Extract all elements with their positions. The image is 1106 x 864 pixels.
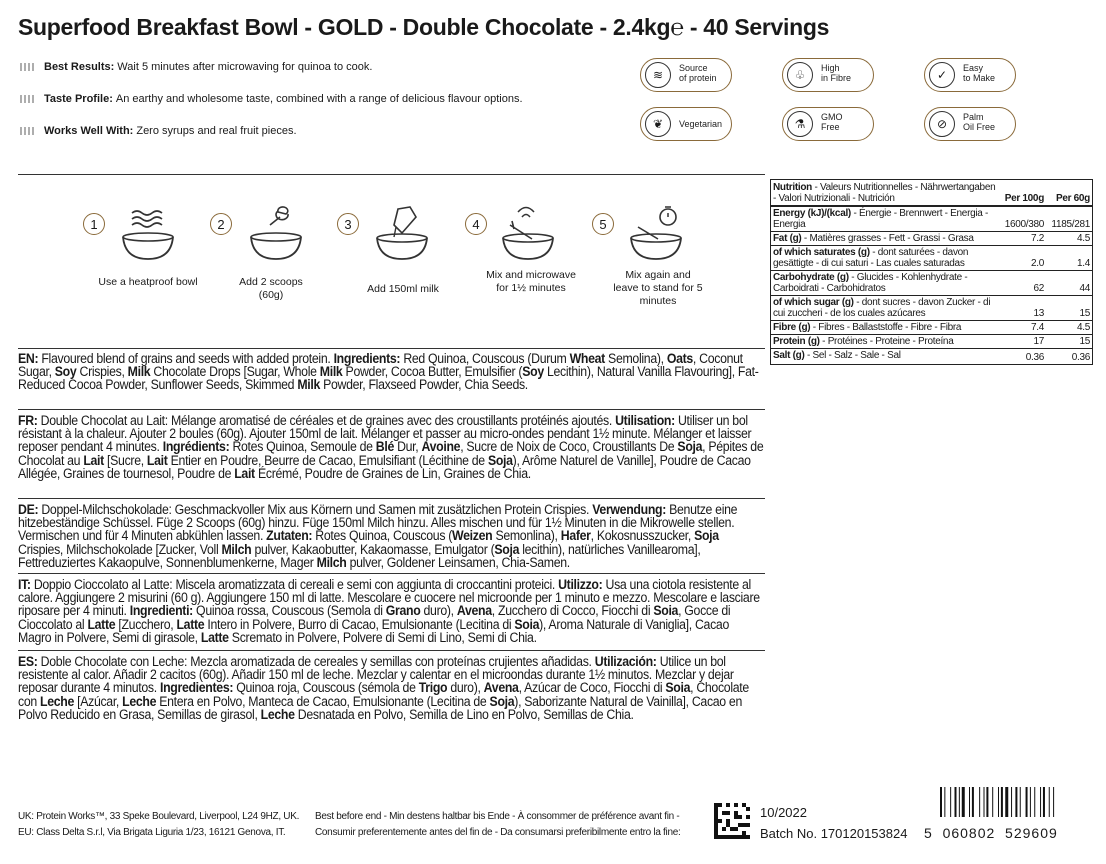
ingredients-fr: FR: Double Chocolat au Lait: Mélange aromatisé de céréales et de graines avec des croustillants protéinés ajoutés. Utilisation: Utiliser un bol résistant à la chaleur. Ajouter 2 boules (60g). Ajouter 150ml de lait. Mélanger et passer au micro-ondes pendant 1½ minute. Mélanger et laisser reposer pendant 4 minutes. Ingrédients: Rotes Quinoa, Semoule de Blé Dur, Avoine, Sucre de Noix de Coco, Croustillants De Soja, Pépites de Chocolat au Lait [Sucre, Lait Entier en Poudre, Beurre de Cacao, Emulsifiant (Lécithine de Soja), Arôme Naturel de Vanille], Poudre de Cacao Allégée, Graines de tournesol, Poudre de Lait Écrémé, Poudre de Graines de Lin, Graines de Chia. bbox=[18, 413, 764, 481]
heatproof-bowl-icon bbox=[118, 205, 178, 260]
section-divider bbox=[18, 348, 765, 349]
diamond-pattern-icon bbox=[20, 95, 36, 103]
nutrition-header-row: Nutrition - Valeurs Nutritionnelles - Nährwertangaben - Valori Nutrizionali - Nutrición Per 100g Per 60g bbox=[773, 182, 1090, 204]
leaf-icon: ❦ bbox=[645, 111, 671, 137]
diamond-pattern-icon bbox=[20, 127, 36, 135]
nutrition-row-saturates: of which saturates (g) - dont saturées - davon gesättigte - di cui saturi - Las cuales saturadas 2.0 1.4 bbox=[773, 247, 1090, 269]
barcode-number: 5 060802 529609 bbox=[924, 825, 1058, 841]
bullet-best-results: Best Results: Wait 5 minutes after microwaving for quinoa to cook. bbox=[20, 61, 372, 73]
section-divider bbox=[18, 573, 765, 574]
address-uk: UK: Protein Works™, 33 Speke Boulevard, Liverpool, L24 9HZ, UK. bbox=[18, 811, 300, 822]
step-caption: Mix and microwave for 1½ minutes bbox=[486, 269, 576, 294]
step-caption: Mix again and leave to stand for 5 minutes bbox=[613, 269, 703, 307]
page-title: Superfood Breakfast Bowl - GOLD - Double Chocolate - 2.4kg℮ - 40 Servings bbox=[18, 14, 830, 40]
best-before-date: 10/2022 bbox=[760, 805, 807, 820]
step-number: 4 bbox=[465, 213, 487, 235]
ingredients-es: ES: Doble Chocolate con Leche: Mezcla aromatizada de cereales y semillas con proteínas crujientes añadidas. Utilización: Utilice un bol resistente al calor. Añadir 2 cacitos (60g). Añadir 150 ml de leche. Mezclar y calentar en el microondas durante 1½ minutos. Mezclar y dejar reposar durante 4 minutos. Ingredientes: Quinoa roja, Couscous (sémola de Trigo duro), Avena, Azúcar de Coco, Fiocchi di Soia, Chocolate con Leche [Azúcar, Leche Entera en Polvo, Manteca de Cacao, Emulsionante (Lecitina de Soja), Saborizante Natural de Vainilla], Cacao en Polvo Reducido en Grasa, Semillas de girasol, Leche Desnatada en Polvo, Semilla de Lino en Polvo, Semillas de Chia. bbox=[18, 654, 749, 722]
step-caption: Add 2 scoops (60g) bbox=[239, 276, 303, 301]
flask-icon: ⚗ bbox=[787, 111, 813, 137]
badge-gmo-free: ⚗ GMO Free bbox=[782, 107, 874, 141]
badge-palm-oil-free: ⊘ Palm Oil Free bbox=[924, 107, 1016, 141]
section-divider bbox=[18, 174, 765, 175]
badge-high-in-fibre: ♧ High in Fibre bbox=[782, 58, 874, 92]
palm-leaf-icon: ⊘ bbox=[929, 111, 955, 137]
ingredients-de: DE: Doppel-Milchschokolade: Geschmackvoller Mix aus Körnern und Samen mit zusätzlichen Protein Crispies. Verwendung: Benutze eine hitzebeständige Schüssel. Füge 2 Scoops (60g) hinzu. Füge 150ml Milch hinzu. Alles mischen und für 1½ Minuten in die Mikrowelle stellen. Vermischen und für 4 Minuten abkühlen lassen. Zutaten: Rotes Quinoa, Couscous (Weizen Semonlina), Hafer, Kokosnusszucker, Soja Crispies, Milchschokolade [Zucker, Voll Milch pulver, Kakaobutter, Kakaomasse, Emulgator (Soja lecithin), natürliches Vanillearoma], Fettreduziertes Kakaopulve, Sonnenblumenkerne, Mager Milch pulver, Goldener Leinsamen, Chia-Samen. bbox=[18, 502, 738, 570]
nutrition-row-fibre: Fibre (g) - Fibres - Ballaststoffe - Fibre - Fibra 7.4 4.5 bbox=[773, 322, 1090, 333]
section-divider bbox=[18, 650, 765, 651]
wheat-icon: ♧ bbox=[787, 62, 813, 88]
nutrition-row-protein: Protein (g) - Protéines - Proteine - Proteína 17 15 bbox=[773, 336, 1090, 347]
address-eu: EU: Class Delta S.r.l, Via Brigata Liguria 1/23, 16121 Genova, IT. bbox=[18, 827, 286, 838]
scoop-bowl-icon bbox=[248, 205, 308, 260]
badge-vegetarian: ❦ Vegetarian bbox=[640, 107, 732, 141]
stopwatch-bowl-icon bbox=[628, 205, 688, 260]
bullet-works-well: Works Well With: Zero syrups and real fruit pieces. bbox=[20, 125, 297, 137]
nutrition-row-fat: Fat (g) - Matières grasses - Fett - Grassi - Grasa 7.2 4.5 bbox=[773, 233, 1090, 244]
section-divider bbox=[18, 409, 765, 410]
step-number: 3 bbox=[337, 213, 359, 235]
milk-carton-bowl-icon bbox=[374, 205, 434, 260]
batch-number: Batch No. 170120153824 bbox=[760, 826, 908, 841]
step-number: 1 bbox=[83, 213, 105, 235]
nutrition-row-energy: Energy (kJ)/(kcal) - Énergie - Brennwert - Energia - Energia 1600/380 1185/281 bbox=[773, 208, 1090, 230]
ingredients-en: EN: Flavoured blend of grains and seeds with added protein. Ingredients: Red Quinoa, Couscous (Durum Wheat Semolina), Oats, Coconut Sugar, Soy Crispies, Milk Chocolate Drops [Sugar, Whole Milk Powder, Cocoa Butter, Emulsifier (Soy Lecithin), Natural Vanilla Flavouring], Fat-Reduced Cocoa Powder, Sunflower Seeds, Skimmed Milk Powder, Flaxseed Powder, Chia Seeds. bbox=[18, 351, 759, 393]
nutrition-row-carbohydrate: Carbohydrate (g) - Glucides - Kohlenhydrate - Carboidrati - Carbohidratos 62 44 bbox=[773, 272, 1090, 294]
data-matrix-code bbox=[714, 803, 750, 839]
best-before-line-2: Consumir preferentemente antes del fin de - Da consumarsi preferibilmente entro la fine: bbox=[315, 827, 681, 838]
nutrition-row-salt: Salt (g) - Sel - Salz - Sale - Sal 0.36 0.36 bbox=[773, 350, 1090, 363]
step-caption: Add 150ml milk bbox=[367, 283, 439, 295]
ingredients-it: IT: Doppio Cioccolato al Latte: Miscela aromatizzata di cereali e semi con aggiunta di croccantini proteici. Utilizzo: Usa una ciotola resistente al calore. Aggiungere 2 misurini (60 g). Aggiungere 150 ml di latte. Mescolare e cuocere nel microonde per 1 minuto e mezzo. Mescolare e lasciare riposare per 4 minuti. Ingredienti: Quinoa rossa, Couscous (Semola di Grano duro), Avena, Zucchero di Cocco, Fiocchi di Soia, Gocce di Cioccolato al Latte [Zucchero, Latte Intero in Polvere, Burro di Cacao, Emulsionante (Lecitina di Soia), Aroma Naturale di Vaniglia], Cacao Magro in Polvere, Semi di girasole, Latte Scremato in Polvere, Polvere di Semi di Lino, Semi di Chia. bbox=[18, 577, 760, 645]
badge-source-of-protein: ≋ Source of protein bbox=[640, 58, 732, 92]
nutrition-table bbox=[770, 179, 1093, 365]
step-number: 2 bbox=[210, 213, 232, 235]
nutrition-row-sugar: of which sugar (g) - dont sucres - davon Zucker - di cui zuccheri - de los cuales azúcares 13 15 bbox=[773, 297, 1090, 319]
step-number: 5 bbox=[592, 213, 614, 235]
diamond-pattern-icon bbox=[20, 63, 36, 71]
best-before-line-1: Best before end - Min destens haltbar bis Ende - À consommer de préférence avant fin - bbox=[315, 811, 680, 822]
step-caption: Use a heatproof bowl bbox=[98, 276, 198, 288]
microwave-mix-bowl-icon bbox=[500, 205, 560, 260]
check-icon: ✓ bbox=[929, 62, 955, 88]
bullet-taste-profile: Taste Profile: An earthy and wholesome taste, combined with a range of delicious flavour options. bbox=[20, 93, 523, 105]
barcode bbox=[940, 787, 1090, 817]
section-divider bbox=[18, 498, 765, 499]
badge-easy-to-make: ✓ Easy to Make bbox=[924, 58, 1016, 92]
dna-icon: ≋ bbox=[645, 62, 671, 88]
